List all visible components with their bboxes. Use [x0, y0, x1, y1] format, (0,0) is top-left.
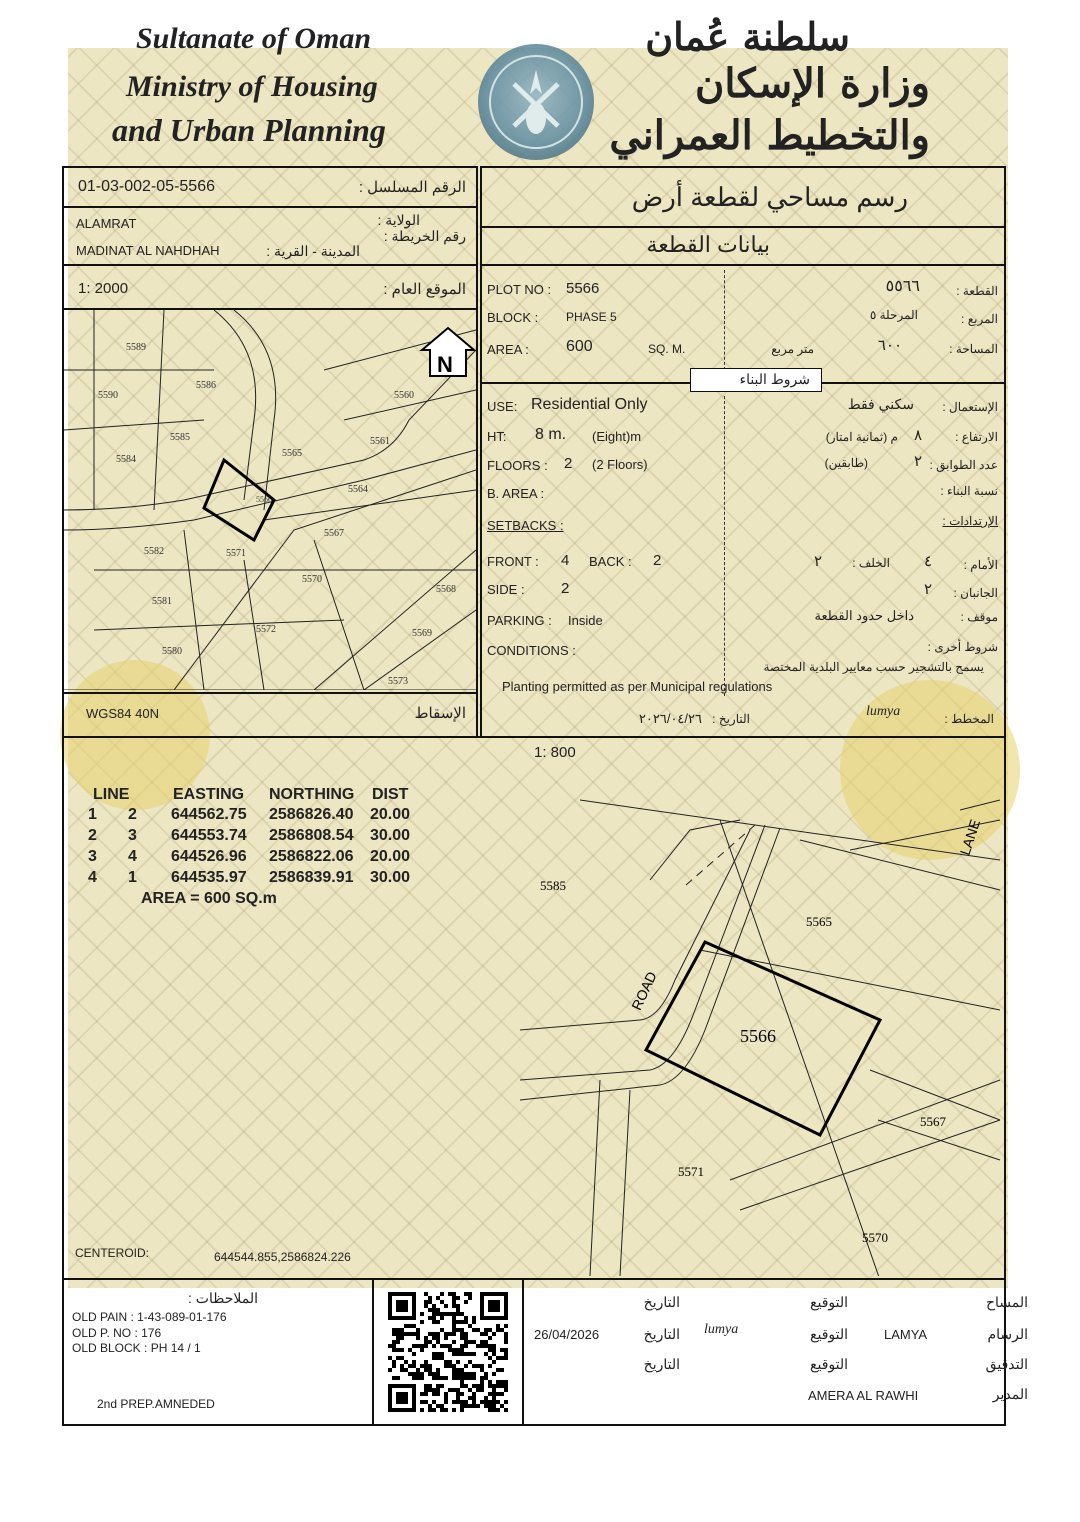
block-ar-label: المربع : [961, 312, 998, 326]
ar-title-line2: وزارة الإسكان [694, 60, 930, 107]
detail-plot-number: 5570 [862, 1230, 888, 1245]
height-label: HT: [487, 429, 507, 444]
location-plot-number: 5581 [152, 596, 172, 607]
location-plot-number: 5567 [324, 528, 344, 539]
row-easting: 644553.74 [171, 827, 247, 844]
centeroid-value: 644544.855,2586824.226 [214, 1250, 351, 1264]
location-plot-number: 5560 [394, 390, 414, 401]
location-plot-number: 5572 [256, 624, 276, 635]
old-pain: OLD PAIN : 1-43-089-01-176 [72, 1310, 227, 1324]
draftsman-signature-label: التوقيع [810, 1326, 848, 1342]
amended-note: 2nd PREP.AMNEDED [97, 1397, 215, 1411]
projection-value: WGS84 40N [86, 706, 159, 721]
back-ar-label: الخلف : [852, 556, 890, 570]
row-to: 2 [128, 806, 137, 823]
detail-plot-number: 5571 [678, 1164, 704, 1179]
road-label: ROAD [628, 969, 660, 1013]
draftsman-signature: lumya [704, 1322, 739, 1337]
centeroid-label: CENTEROID: [75, 1246, 150, 1260]
conditions-label: CONDITIONS : [487, 643, 576, 658]
row-northing: 2586826.40 [269, 806, 354, 823]
en-title-line2: Ministry of Housing [126, 70, 378, 103]
detail-plot-number: 5565 [806, 914, 832, 929]
area-label: AREA : [487, 342, 529, 357]
side-ar-label: الجانبان : [953, 586, 998, 600]
setbacks-ar-label: الإرتدادات : [942, 514, 998, 528]
row-easting: 644535.97 [171, 869, 247, 886]
location-plot-number: 5582 [144, 546, 164, 557]
row-dist: 20.00 [370, 806, 411, 823]
height-value: 8 m. [535, 426, 567, 443]
location-scale: 1: 2000 [78, 280, 129, 297]
manager-name: AMERA AL RAWHI [808, 1388, 919, 1403]
row-to: 1 [128, 869, 137, 886]
block-label: BLOCK : [487, 310, 539, 325]
surveyor-signature-label: التوقيع [810, 1294, 848, 1310]
row-dist: 30.00 [370, 869, 411, 886]
plot-no-value: 5566 [566, 280, 600, 297]
plot-no-label: PLOT NO : [487, 282, 552, 297]
row-northing: 2586839.91 [269, 869, 354, 886]
detail-scale: 1: 800 [534, 744, 576, 761]
detail-map [500, 780, 1004, 1276]
north-arrow-letter: N [437, 352, 453, 377]
conditions-en: Planting permitted as per Municipal regulations [502, 679, 773, 694]
location-plot-number: 5564 [348, 484, 368, 495]
city-value: MADINAT AL NAHDHAH [76, 243, 220, 258]
location-plot-number: 5585 [170, 432, 190, 443]
building-conditions-title: شروط البناء [739, 371, 810, 387]
plot-no-ar: ٥٥٦٦ [885, 278, 920, 295]
location-plot-number: 5590 [98, 390, 118, 401]
general-location-label: الموقع العام : [383, 281, 466, 298]
col-header-dist: DIST [372, 786, 409, 803]
floors-value: 2 [564, 455, 573, 472]
parking-label: PARKING : [487, 613, 552, 628]
planner-signature: lumya [866, 704, 901, 719]
qr-code [384, 1288, 512, 1416]
block-value: PHASE 5 [566, 310, 617, 324]
floors-ar-words: (طابقين) [824, 456, 868, 470]
front-value: 4 [561, 552, 570, 569]
detail-plot-number: 5566 [740, 1026, 776, 1046]
col-header-northing: NORTHING [269, 786, 355, 803]
location-plot-number: 5566 [256, 495, 272, 504]
location-plot-number: 5580 [162, 646, 182, 657]
plot-data-title: بيانات القطعة [646, 232, 770, 257]
checker-signature-label: التوقيع [810, 1356, 848, 1372]
col-header-line: LINE [93, 786, 130, 803]
col-header-easting: EASTING [173, 786, 245, 803]
other-conditions-ar-label: شروط أخرى : [927, 640, 998, 654]
oman-emblem-seal [478, 44, 594, 160]
draftsman-name: LAMYA [884, 1327, 928, 1342]
ar-title-line1: سلطنة عُمان [645, 14, 850, 59]
row-to: 4 [128, 848, 137, 865]
front-ar: ٤ [923, 553, 932, 570]
use-ar-label: الإستعمال : [942, 400, 998, 414]
projection-label: الإسقاط [414, 705, 466, 722]
area-unit: SQ. M. [648, 342, 686, 356]
floors-words: (2 Floors) [592, 457, 648, 472]
floors-label: FLOORS : [487, 458, 548, 473]
serial-label: الرقم المسلسل : [358, 179, 466, 196]
area-unit-ar: متر مربع [771, 342, 814, 356]
area-ar-label: المساحة : [949, 342, 998, 356]
row-dist: 30.00 [370, 827, 411, 844]
row-northing: 2586822.06 [269, 848, 354, 865]
block-ar: المرحلة ٥ [869, 308, 918, 322]
date-label: التاريخ : [712, 712, 750, 726]
setbacks-label: SETBACKS : [487, 518, 564, 533]
row-from: 3 [88, 848, 97, 865]
back-ar: ٢ [813, 553, 822, 570]
total-area: AREA = 600 SQ.m [141, 890, 277, 907]
draftsman-date: 26/04/2026 [534, 1327, 600, 1342]
location-plot-number: 5570 [302, 574, 322, 585]
back-value: 2 [653, 552, 662, 569]
height-ar-label: الارتفاع : [955, 430, 998, 444]
location-plot-number: 5565 [282, 448, 302, 459]
draftsman-label: الرسام [987, 1326, 1028, 1342]
detail-plot-number: 5585 [540, 878, 566, 893]
side-label: SIDE : [487, 582, 525, 597]
area-ar: ٦٠٠ [877, 337, 902, 354]
location-plot-number: 5561 [370, 436, 390, 447]
location-plot-number: 5568 [436, 584, 456, 595]
floors-ar: ٢ [913, 453, 922, 470]
plot-no-ar-label: القطعة : [956, 284, 998, 298]
height-words: (Eight)m [592, 429, 642, 444]
old-plot-no: OLD P. NO : 176 [72, 1326, 162, 1340]
side-value: 2 [561, 580, 570, 597]
row-dist: 20.00 [370, 848, 411, 865]
planner-label: المخطط : [944, 712, 994, 726]
height-ar-words: م (ثمانية امتار) [825, 430, 898, 444]
row-from: 1 [88, 806, 97, 823]
front-ar-label: الأمام : [963, 558, 998, 572]
location-plot-number: 5571 [226, 548, 246, 559]
wilayat-label: الولاية : [377, 212, 420, 228]
en-title-line1: Sultanate of Oman [136, 22, 372, 55]
conditions-ar: يسمح بالتشجير حسب معايير البلدية المختصة [763, 660, 984, 674]
row-from: 2 [88, 827, 97, 844]
manager-label: المدير [992, 1386, 1028, 1402]
back-label: BACK : [589, 554, 632, 569]
row-to: 3 [128, 827, 137, 844]
map-number-label: رقم الخريطة : [383, 228, 466, 244]
height-ar: ٨ [913, 427, 922, 444]
location-plot-number: 5589 [126, 342, 146, 353]
document-title: رسم مساحي لقطعة أرض [631, 182, 908, 212]
city-label: المدينة - القرية : [266, 243, 360, 259]
location-plot-number: 5573 [388, 676, 408, 687]
use-value: Residential Only [531, 396, 648, 413]
serial-number: 01-03-002-05-5566 [78, 178, 215, 195]
draftsman-date-label: التاريخ [643, 1326, 680, 1342]
location-plot-number: 5586 [196, 380, 216, 391]
building-area-label: B. AREA : [487, 486, 545, 501]
detail-plot-number: 5567 [920, 1114, 946, 1129]
side-ar: ٢ [923, 581, 932, 598]
location-map [64, 310, 476, 690]
use-label: USE: [487, 399, 518, 414]
location-plot-number: 5584 [116, 454, 136, 465]
ar-title-line3: والتخطيط العمراني [609, 112, 930, 159]
row-from: 4 [88, 869, 97, 886]
parking-value: Inside [568, 613, 603, 628]
use-ar: سكني فقط [847, 396, 914, 412]
row-northing: 2586808.54 [269, 827, 354, 844]
surveyor-date-label: التاريخ [643, 1294, 680, 1310]
front-label: FRONT : [487, 554, 539, 569]
old-block: OLD BLOCK : PH 14 / 1 [72, 1341, 201, 1355]
floors-ar-label: عدد الطوابق : [929, 458, 998, 472]
parking-ar: داخل حدود القطعة [814, 608, 914, 623]
building-area-ar-label: نسبة البناء : [940, 484, 998, 498]
en-title-line3: and Urban Planning [112, 112, 386, 148]
row-easting: 644562.75 [171, 806, 247, 823]
row-easting: 644526.96 [171, 848, 247, 865]
checker-label: التدقيق [985, 1356, 1028, 1372]
area-value: 600 [566, 338, 593, 355]
wilayat-value: ALAMRAT [76, 216, 137, 231]
location-plot-number: 5569 [412, 628, 432, 639]
surveyor-label: المساح [985, 1294, 1028, 1310]
checker-date-label: التاريخ [643, 1356, 680, 1372]
date-ar: ٢٠٢٦/٠٤/٢٦ [638, 711, 702, 726]
notes-label: الملاحظات : [188, 1290, 258, 1306]
lane-label: LANE [956, 817, 984, 858]
parking-ar-label: موقف : [960, 610, 998, 624]
